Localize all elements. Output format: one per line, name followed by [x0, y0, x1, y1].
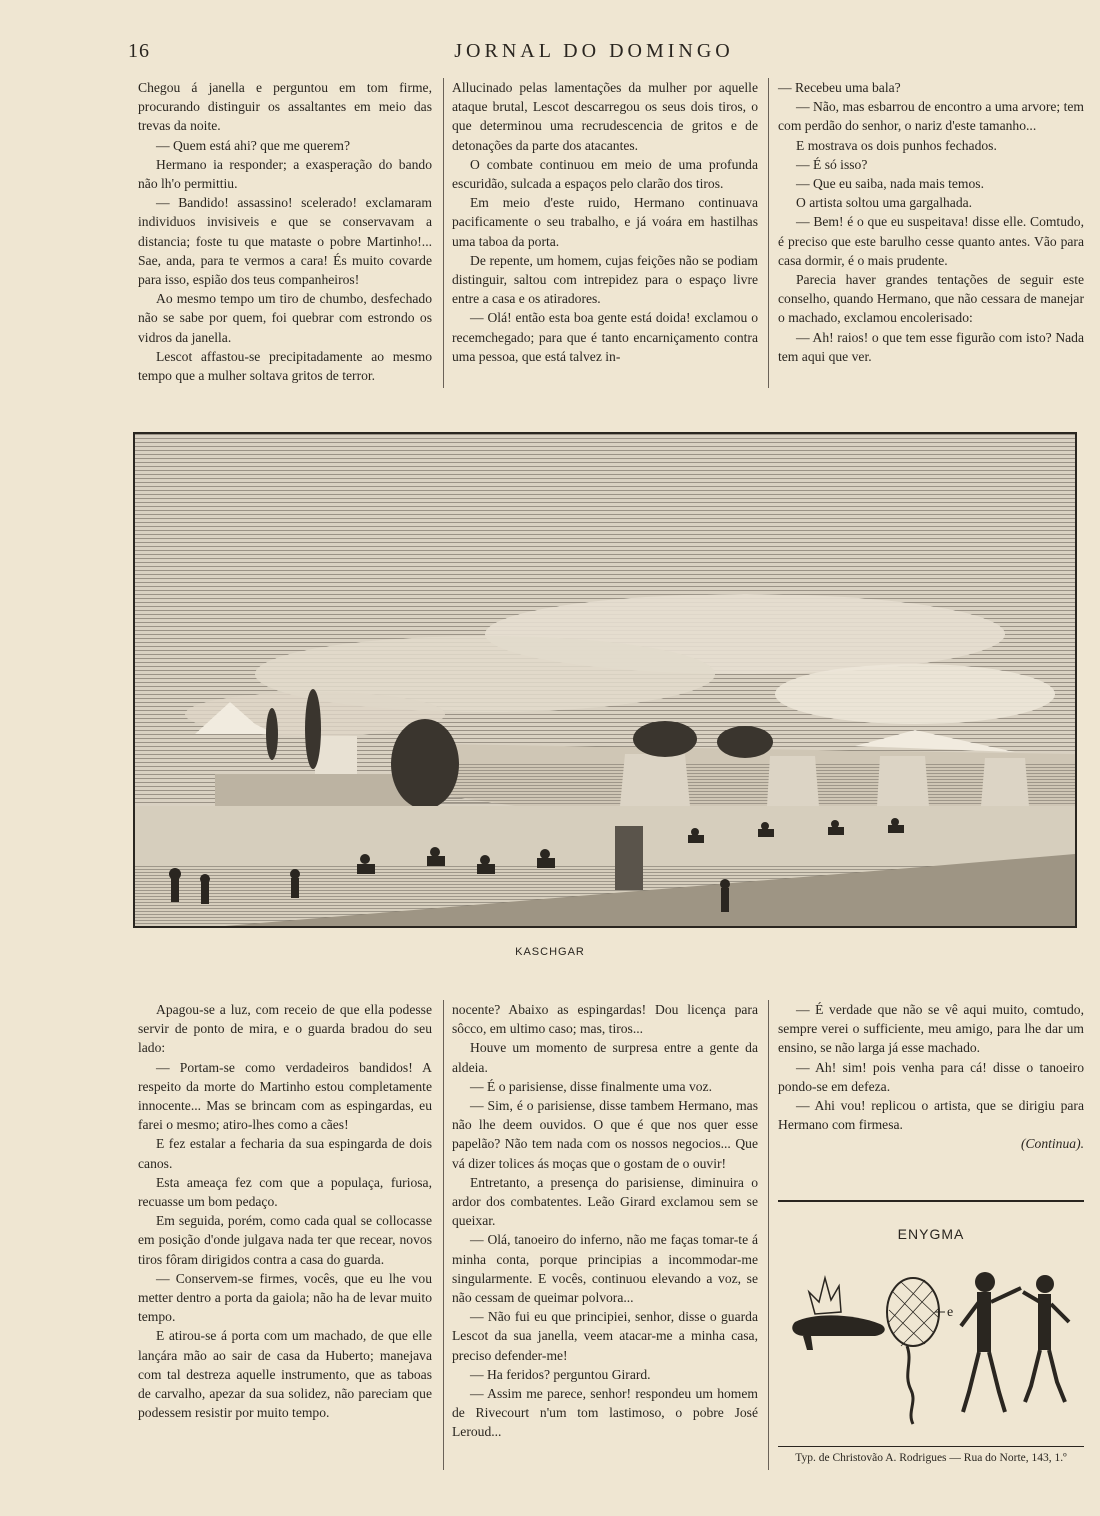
paragraph: De repente, um homem, cujas feições não se podiam distinguir, saltou com intrepidez para o espaço livre entre a casa e os atiradores.: [452, 252, 758, 307]
paragraph: — É verdade que não se vê aqui muito, comtudo, sempre verei o sufficiente, meu amigo, para lhe dar um ensino, se não larga já esse machado.: [778, 1002, 1084, 1056]
paragraph: Houve um momento de surpresa entre a gente da aldeia.: [452, 1040, 758, 1075]
paragraph: O combate continuou em meio de uma profunda escuridão, sulcada a espaços pelo clarão dos tiros.: [452, 156, 758, 192]
paragraph: — É só isso?: [796, 156, 868, 172]
paragraph: nocente? Abaixo as espingardas! Dou licença para sôcco, em ultimo caso; mas, tiros...: [452, 1002, 758, 1037]
paragraph: Parecia haver grandes tentações de seguir este conselho, quando Hermano, que não cessara de manejar o machado, exclamou encolerisado:: [778, 272, 1084, 326]
paragraph: — Conservem-se firmes, vocês, que eu lhe vou metter dentro a porta da gaiola; não ha de levar muito tempo.: [138, 1270, 432, 1325]
illustration-caption: KASCHGAR: [515, 946, 585, 958]
shoe-icon: [792, 1278, 885, 1350]
top-column-1: [138, 78, 432, 385]
paragraph: Apagou-se a luz, com receio de que ella podesse servir de ponto de mira, e o guarda bradou do seu lado:: [138, 1002, 432, 1056]
paragraph: — Ah! raios! o que tem esse figurão com isto? Nada tem aqui que ver.: [778, 329, 1084, 364]
paragraph: — Que eu saiba, nada mais temos.: [796, 176, 984, 192]
column-divider: [443, 78, 444, 388]
enygma-rule: [778, 1200, 1084, 1202]
paragraph: Entretanto, a presença do parisiense, diminuira o ardor dos combatentes. Leão Girard exclamou sem se queixar.: [452, 1174, 758, 1229]
net-icon: [887, 1278, 939, 1424]
enygma-connector: e: [947, 1305, 954, 1320]
paragraph: Ao mesmo tempo um tiro de chumbo, desfechado não se sabe por quem, foi quebrar com estrondo os vidros da janella.: [138, 291, 432, 345]
bottom-column-2: [452, 1000, 758, 1442]
paragraph: — Ha feridos? perguntou Girard.: [470, 1366, 651, 1382]
paragraph: — Recebeu uma bala?: [778, 80, 901, 95]
top-column-3: [778, 78, 1084, 366]
continua-note: (Continua).: [1020, 1136, 1084, 1152]
page-header: [128, 40, 1060, 64]
figures-icon: [961, 1272, 1069, 1412]
enygma-picture: [785, 1252, 1085, 1427]
paragraph: Allucinado pelas lamentações da mulher por aquelle ataque brutal, Lescot descarregou os seus dois tiros, o que determinou uma recrudescencia de gritos e de detonações da parte dos atacantes.: [452, 80, 758, 153]
printer-imprint: Typ. de Christovão A. Rodrigues — Rua do Norte, 143, 1.º: [795, 1452, 1067, 1464]
paragraph: Esta ameaça fez com que a populaça, furiosa, recuasse um bom pedaço.: [138, 1174, 432, 1210]
paragraph: — Quem está ahi? que me querem?: [156, 137, 351, 153]
journal-title: JORNAL DO DOMINGO: [454, 40, 734, 62]
paragraph: O artista soltou uma gargalhada.: [796, 195, 973, 211]
paragraph: Lescot affastou-se precipitadamente ao mesmo tempo que a mulher soltava gritos de terror.: [138, 348, 432, 384]
paragraph: — Bandido! assassino! scelerado! exclamaram individuos invisiveis e que se conservavam a distancia; foste tu que mataste o pobre Martinho!... Sae, anda, para te vermos a cara! És muito covarde para isso, espião dos teus companheiros!: [138, 195, 432, 288]
paragraph: — Olá! então esta boa gente está doida! exclamou o recemchegado; para que é tanto encarniçamento contra uma pessoa, que está talvez in-: [452, 310, 758, 364]
column-divider: [768, 78, 769, 388]
paragraph: — Ah! sim! pois venha para cá! disse o tanoeiro pondo-se em defeza.: [778, 1059, 1084, 1094]
paragraph: — Não fui eu que principiei, senhor, disse o guarda Lescot da sua janella, veem atacar-me a minha casa, preciso defender-me!: [452, 1309, 758, 1363]
bottom-column-3: [778, 1000, 1084, 1154]
paragraph: — Não, mas esbarrou de encontro a uma arvore; tem com perdão do senhor, o nariz d'este tamanho...: [778, 99, 1084, 134]
paragraph: E atirou-se á porta com um machado, de que elle lançára mão ao sair de casa da Huberto; manejava com tal destreza aquelle instrumento, que as taboas de carvalho, apezar da sua solidez, não pareciam que podessem resistir por muito tempo.: [138, 1328, 432, 1421]
kaschgar-engraving: [133, 432, 1077, 928]
paragraph: — Sim, é o parisiense, disse tambem Hermano, mas não lhe deem ouvidos. O que é que nos quer esse papelão? Não tem nada com os nossos negocios... Que vá dizer tolices ás moças que o gostam de o ouvir!: [452, 1098, 758, 1171]
paragraph: E fez estalar a fecharia da sua espingarda de dois canos.: [138, 1136, 432, 1171]
paragraph: — É o parisiense, disse finalmente uma voz.: [470, 1078, 712, 1094]
paragraph: E mostrava os dois punhos fechados.: [796, 137, 997, 153]
paragraph: — Portam-se como verdadeiros bandidos! A respeito da morte do Martinho estou completamente innocente... Mas se brincam com as espingardas, eu farei o mesmo; atiro-lhes como a cães!: [138, 1059, 432, 1133]
paragraph: — Assim me parece, senhor! respondeu um homem de Rivecourt n'um tom lastimoso, o pobre José Leroud...: [452, 1386, 758, 1440]
page-number: 16: [128, 40, 150, 62]
column-divider: [768, 1000, 769, 1470]
paragraph: Hermano ia responder; a exasperação do bando não lh'o permittiu.: [138, 156, 432, 192]
column-divider: [443, 1000, 444, 1470]
paragraph: Chegou á janella e perguntou em tom firme, procurando distinguir os assaltantes em meio das trevas da noite.: [138, 80, 432, 134]
paragraph: — Bem! é o que eu suspeitava! disse elle. Comtudo, é preciso que este barulho cesse quanto antes. Vão para casa dormir, é o mais prudente.: [778, 214, 1084, 268]
paragraph: Em seguida, porém, como cada qual se collocasse em posição d'onde julgava nada ter que recear, novos tiros fôram dirigidos contra a casa do guarda.: [138, 1213, 432, 1267]
paragraph: Em meio d'este ruido, Hermano continuava pacificamente o seu trabalho, e já voára em hastilhas uma taboa da porta.: [452, 195, 758, 249]
enygma-title: ENYGMA: [897, 1226, 965, 1242]
imprint-rule: [778, 1446, 1084, 1447]
paragraph: — Ahi vou! replicou o artista, que se dirigiu para Hermano com firmesa.: [778, 1098, 1084, 1133]
bottom-column-1: [138, 1000, 432, 1422]
top-column-2: [452, 78, 758, 366]
paragraph: — Olá, tanoeiro do inferno, não me faças tomar-te á minha conta, porque principias a incommodar-me singularmente. E vocês, continuou elevando a voz, se não cessam de queimar polvora...: [452, 1232, 758, 1306]
